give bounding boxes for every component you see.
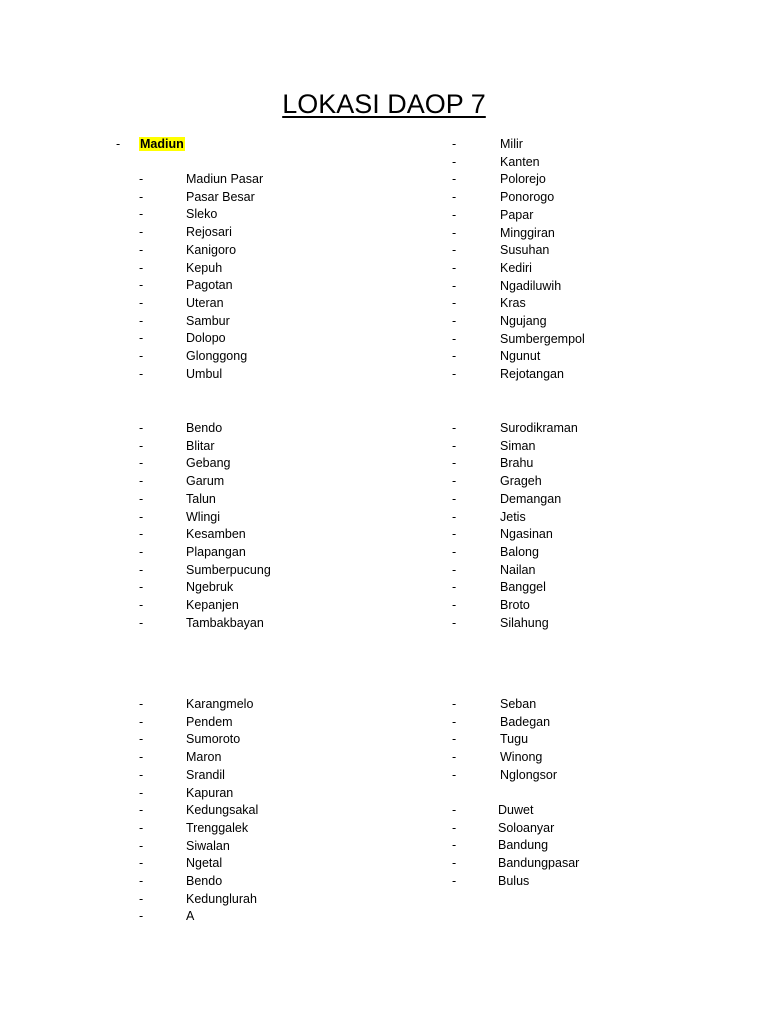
bullet-dash: - — [452, 278, 457, 293]
list-item: Karangmelo — [186, 697, 254, 711]
list-item: Sumberpucung — [186, 562, 271, 577]
bullet-dash: - — [452, 190, 457, 205]
bullet-dash: - — [139, 874, 144, 888]
list-item: Milir — [500, 137, 523, 151]
bullet-dash: - — [452, 820, 457, 835]
list-item: Grageh — [500, 474, 542, 489]
list-item: Tambakbayan — [186, 615, 264, 630]
bullet-dash: - — [139, 172, 144, 186]
list-item: Demangan — [500, 491, 562, 506]
bullet-dash: - — [139, 349, 144, 363]
bullet-dash: - — [452, 598, 457, 612]
bullet-dash: - — [452, 207, 457, 222]
list-item: Glonggong — [186, 349, 248, 363]
bullet-dash: - — [139, 207, 144, 222]
list-item: Sumoroto — [186, 732, 241, 747]
list-item: Soloanyar — [498, 820, 555, 835]
list-item: Pasar Besar — [186, 189, 255, 204]
bullet-dash: - — [116, 137, 121, 151]
list-item: Ponorogo — [500, 190, 555, 205]
bullet-dash: - — [139, 562, 144, 577]
bullet-dash: - — [452, 732, 457, 747]
bullet-dash: - — [139, 331, 144, 346]
bullet-dash: - — [139, 242, 144, 257]
bullet-dash: - — [452, 243, 457, 258]
list-item: Maron — [186, 750, 222, 765]
list-item: Ngunut — [500, 349, 541, 364]
list-item: Surodikraman — [500, 421, 578, 435]
list-item: Siman — [500, 438, 536, 453]
list-item: Broto — [500, 598, 530, 612]
bullet-dash: - — [139, 580, 144, 595]
list-item: Polorejo — [500, 172, 546, 187]
bullet-dash: - — [452, 331, 457, 346]
bullet-dash: - — [452, 873, 457, 888]
bullet-dash: - — [139, 313, 144, 328]
list-item: Kedungsakal — [186, 803, 259, 818]
list-item: Ngetal — [186, 856, 223, 871]
bullet-dash: - — [452, 544, 457, 559]
list-item: Wlingi — [186, 509, 221, 524]
list-item: Susuhan — [500, 243, 550, 258]
bullet-dash: - — [452, 260, 457, 275]
list-item: Dolopo — [186, 331, 226, 346]
list-item: Rejosari — [186, 225, 232, 240]
bullet-dash: - — [452, 225, 457, 240]
bullet-dash: - — [139, 838, 144, 853]
bullet-dash: - — [139, 509, 144, 524]
list-item: Kedunglurah — [186, 891, 257, 906]
list-item: Rejotangan — [500, 367, 564, 382]
list-item: Ngasinan — [500, 527, 553, 542]
list-item: Balong — [500, 544, 539, 559]
list-item: Blitar — [186, 438, 215, 453]
bullet-dash: - — [452, 154, 457, 169]
bullet-dash: - — [452, 562, 457, 577]
bullet-dash: - — [452, 803, 457, 817]
bullet-dash: - — [139, 366, 144, 381]
bullet-dash: - — [139, 891, 144, 906]
bullet-dash: - — [452, 750, 457, 765]
bullet-dash: - — [452, 527, 457, 542]
list-item: Bendo — [186, 421, 223, 435]
list-item: Kapuran — [186, 785, 234, 800]
list-item: Talun — [186, 491, 216, 506]
list-item: Trenggalek — [186, 820, 249, 835]
bullet-dash: - — [139, 714, 144, 729]
list-item: Umbul — [186, 366, 223, 381]
list-item: Tugu — [500, 732, 529, 747]
bullet-dash: - — [452, 314, 457, 328]
bullet-dash: - — [139, 785, 144, 800]
list-item: Papar — [500, 207, 534, 222]
list-item: Siwalan — [186, 838, 230, 853]
list-item: Kediri — [500, 260, 532, 275]
bullet-dash: - — [452, 349, 457, 364]
bullet-dash: - — [452, 697, 457, 711]
bullet-dash: - — [452, 421, 457, 435]
bullet-dash: - — [139, 767, 144, 782]
bullet-dash: - — [139, 750, 144, 765]
bullet-dash: - — [139, 615, 144, 630]
bullet-dash: - — [139, 697, 144, 711]
highlighted-text: Madiun — [140, 137, 184, 151]
bullet-dash: - — [139, 856, 144, 871]
list-item: Bandungpasar — [498, 856, 580, 871]
list-item: Nglongsor — [500, 767, 557, 782]
list-item: Kanten — [500, 154, 540, 169]
bullet-dash: - — [452, 714, 457, 729]
list-item: Ngadiluwih — [500, 278, 562, 293]
bullet-dash: - — [139, 820, 144, 835]
bullet-dash: - — [139, 260, 144, 275]
bullet-dash: - — [452, 615, 457, 630]
list-item: Banggel — [500, 580, 546, 595]
bullet-dash: - — [452, 491, 457, 506]
list-item: Kepuh — [186, 260, 223, 275]
list-item: Garum — [186, 474, 225, 489]
list-item: Winong — [500, 750, 543, 765]
list-item: Duwet — [498, 803, 534, 817]
bullet-dash: - — [452, 137, 457, 151]
list-item: Ngujang — [500, 314, 547, 328]
region-header-madiun — [139, 136, 185, 152]
bullet-dash: - — [452, 172, 457, 187]
bullet-dash: - — [139, 295, 144, 310]
list-item: Sleko — [186, 207, 218, 222]
list-item: Bulus — [498, 873, 530, 888]
list-item: Plapangan — [186, 544, 246, 559]
bullet-dash: - — [139, 544, 144, 559]
bullet-dash: - — [452, 509, 457, 524]
list-item: Bendo — [186, 874, 223, 888]
list-item: A — [186, 909, 195, 924]
list-item: Brahu — [500, 456, 534, 471]
bullet-dash: - — [139, 438, 144, 453]
list-item: Gebang — [186, 456, 231, 471]
list-item: Jetis — [500, 509, 526, 524]
list-item: Kanigoro — [186, 242, 237, 257]
list-item: Srandil — [186, 767, 225, 782]
list-item: Silahung — [500, 615, 549, 630]
bullet-dash: - — [452, 767, 457, 782]
bullet-dash: - — [139, 909, 144, 924]
bullet-dash: - — [139, 803, 144, 818]
list-item: Sambur — [186, 313, 230, 328]
list-item: Minggiran — [500, 225, 555, 240]
list-item: Madiun Pasar — [186, 172, 264, 186]
bullet-dash: - — [139, 527, 144, 542]
page-title: LOKASI DAOP 7 — [282, 89, 486, 119]
bullet-dash: - — [139, 456, 144, 471]
bullet-dash: - — [139, 421, 144, 435]
bullet-dash: - — [452, 580, 457, 595]
bullet-dash: - — [139, 189, 144, 204]
bullet-dash: - — [139, 598, 144, 612]
list-item: Uteran — [186, 295, 224, 310]
bullet-dash: - — [452, 438, 457, 453]
list-item: Sumbergempol — [500, 331, 585, 346]
bullet-dash: - — [139, 278, 144, 293]
bullet-dash: - — [452, 296, 457, 311]
bullet-dash: - — [139, 732, 144, 747]
bullet-dash: - — [139, 225, 144, 240]
list-item: Kepanjen — [186, 598, 239, 612]
bullet-dash: - — [139, 474, 144, 489]
list-item: Kras — [500, 296, 526, 311]
list-item: Bandung — [498, 838, 549, 853]
list-item: Ngebruk — [186, 580, 234, 595]
list-item: Kesamben — [186, 527, 246, 542]
bullet-dash: - — [452, 456, 457, 471]
bullet-dash: - — [452, 367, 457, 382]
list-item: Seban — [500, 697, 537, 711]
list-item: Pendem — [186, 714, 233, 729]
bullet-dash: - — [139, 491, 144, 506]
list-item: Pagotan — [186, 278, 233, 293]
bullet-dash: - — [452, 838, 457, 853]
bullet-dash: - — [452, 856, 457, 871]
bullet-dash: - — [452, 474, 457, 489]
list-item: Nailan — [500, 562, 536, 577]
list-item: Badegan — [500, 714, 551, 729]
